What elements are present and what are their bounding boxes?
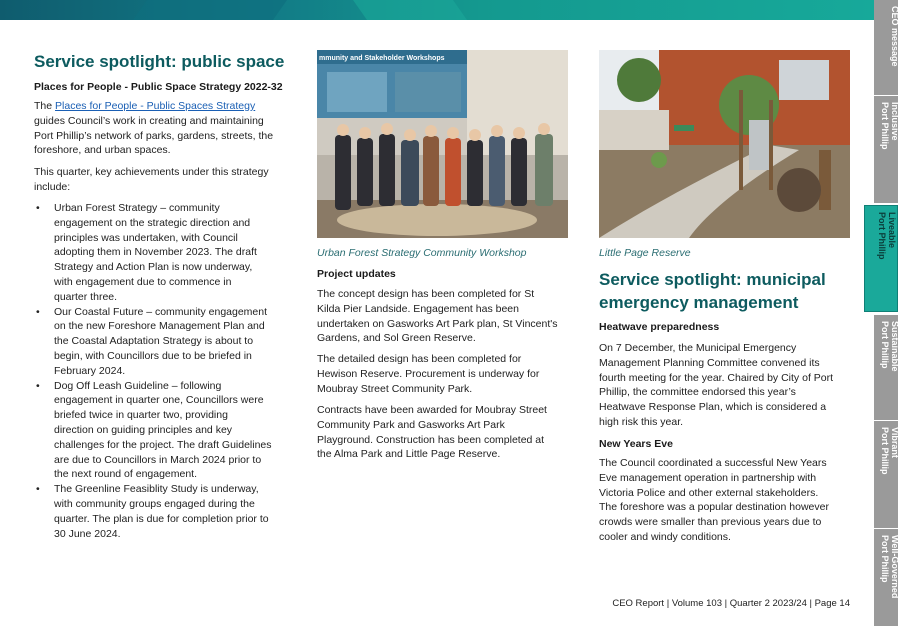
list-item: • Our Coastal Future – community engagement on the new Foreshore Management Plan and the Coastal Adaptation Strategy is about to begin, with Councillors due to be briefed in February 2024. [34,305,304,379]
public-space-heading: Service spotlight: public space [34,52,285,71]
intro-paragraph [34,99,294,158]
strategy-link[interactable]: Places for People - Public Spaces Strategy [55,100,256,112]
section-tabs [874,0,898,627]
strategy-subtitle: Places for People - Public Space Strategy 2022-32 [34,81,283,93]
list-item: • Urban Forest Strategy – community engagement on the strategic direction and principles was undertaken, with Council adopting them in November 2023. The draft Strategy and Action Plan is now underway, with engagement due to commence in quarter three. [34,201,304,305]
reserve-photo [599,50,850,238]
list-item: • The Greenline Feasiblity Study is underway, with community groups engaged during the quarter. The plan is due for completion prior to 30 June 2024. [34,482,304,541]
updates-para-2: The detailed design has been completed for Hewison Reserve. Procurement is underway for Moubray Street Community Park. [317,353,540,395]
intro-line: guides Council’s work in creating and maintaining [34,114,264,127]
heatwave-heading: Heatwave preparedness [599,321,720,333]
screen-text: mmunity and Stakeholder Workshops [319,55,445,62]
page-footer: CEO Report | Volume 103 | Quarter 2 2023/24 | Page 14 [612,598,850,609]
heatwave-paragraph: On 7 December, the Municipal Emergency Management Planning Committee convened its fourth meeting for the year. Chaired by City of Port Phillip, the committee endorsed this year’s Heatwave Response Plan, which is considered a high risk this year. [599,342,834,428]
banner-shape [133,0,287,20]
nye-paragraph: The Council coordinated a successful New Years Eve management operation in partnership with Victoria Police and other external stakeholders. The foreshore was a popular destination however crowds were smaller than previous years due to cooler and windy conditions. [599,457,829,543]
workshop-photo [317,50,568,238]
emergency-heading [599,268,826,314]
achievements-intro [34,165,294,195]
updates-para-3: Contracts have been awarded for Moubray Street Community Park and Gasworks Art Park Playground. Construction has been completed at the Alma Park and Little Page Reserve. [317,404,547,461]
tab-liveable[interactable]: Liveable Port Phillip [864,205,898,312]
heading-line: emergency management [599,293,799,312]
updates-para-1: The concept design has been completed for St Kilda Pier Landside. Engagement has been undertaken on Gasworks Art Park plan, St Vincent's Gardens, and Sol Green Reserve. [317,288,558,345]
tab-sustainable[interactable]: Sustainable Port Phillip [874,315,898,421]
heading-line: Service spotlight: municipal [599,270,826,289]
top-banner [0,0,874,20]
banner-shape [353,0,467,20]
nye-heading: New Years Eve [599,438,673,450]
intro-line: foreshore, and urban spaces. [34,144,171,157]
tab-inclusive[interactable]: Inclusive Port Phillip [874,96,898,204]
achievements-list [34,201,304,541]
project-updates-heading: Project updates [317,268,396,280]
workshop-photo-graphic [317,50,568,238]
list-item: • Dog Off Leash Guideline – following engagement in quarter one, Councillors were briefed twice in quarter two, providing direction on guiding principles and key challenges for the project. The draft Guidelines are due to Councillors in March 2024 prior to the next round of engagement. [34,379,304,483]
reserve-photo-graphic [599,50,850,238]
intro-line: Port Phillip’s network of parks, gardens, streets, the [34,129,274,142]
workshop-caption: Urban Forest Strategy Community Workshop [317,247,527,259]
text-line: include: [34,180,71,193]
reserve-caption: Little Page Reserve [599,247,691,259]
text-line: This quarter, key achievements under this strategy [34,166,269,178]
tab-ceo-message[interactable]: CEO message [874,0,898,96]
tab-well-governed[interactable]: Well-Governed Port Phillip [874,529,898,627]
intro-prefix: The [34,100,56,112]
tab-vibrant[interactable]: Vibrant Port Phillip [874,421,898,529]
